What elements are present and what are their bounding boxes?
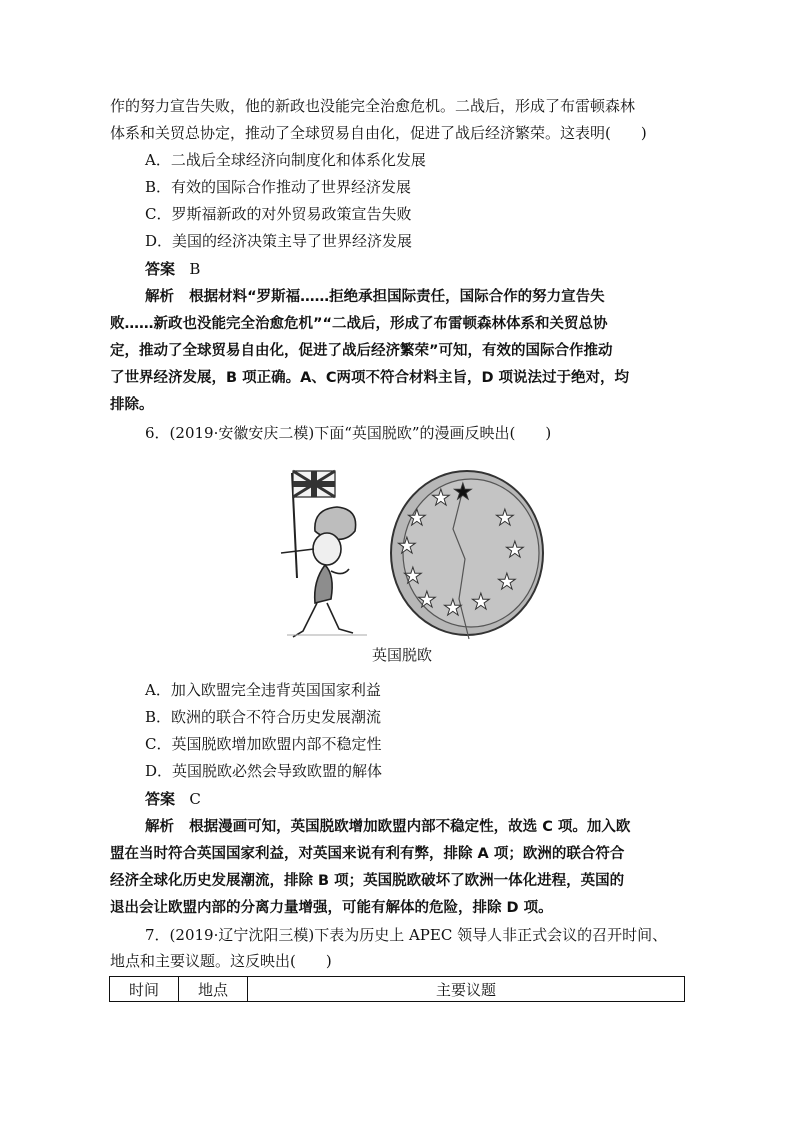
table-header-row xyxy=(110,977,685,1002)
answer-value: B xyxy=(189,260,201,278)
q5-stem-line-1: 作的努力宣告失败，他的新政也没能完全治愈危机。二战后，形成了布雷顿森林 xyxy=(110,97,636,115)
header-time: 时间 xyxy=(110,977,179,1002)
svg-text:★: ★ xyxy=(443,596,463,621)
q5-analysis-line-5: 排除。 xyxy=(110,397,154,413)
q5-analysis-line-4: 了世界经济发展，B 项正确。A、C两项不符合材料主旨，D 项说法过于绝对，均 xyxy=(110,370,630,386)
svg-text:★: ★ xyxy=(397,534,417,559)
analysis-text: 根据材料“罗斯福……拒绝承担国际责任，国际合作的努力宣告失 xyxy=(189,289,605,305)
q7-stem-line-2: 地点和主要议题。这反映出( ) xyxy=(110,952,332,970)
q6-stem: 6．(2019·安徽安庆二模)下面“英国脱欧”的漫画反映出( ) xyxy=(145,424,552,442)
brexit-cartoon-image xyxy=(267,453,547,673)
q6-option-d: D．英国脱欧必然会导致欧盟的解体 xyxy=(145,762,383,780)
svg-text:★: ★ xyxy=(471,590,491,615)
apec-table xyxy=(109,976,685,1002)
q5-stem-line-2: 体系和关贸总协定，推动了全球贸易自由化，促进了战后经济繁荣。这表明( ) xyxy=(110,124,647,142)
cartoon-caption: 英国脱欧 xyxy=(372,646,433,664)
q6-analysis-line-4: 退出会让欧盟内部的分离力量增强，可能有解体的危险，排除 D 项。 xyxy=(110,900,553,916)
q5-option-b: B．有效的国际合作推动了世界经济发展 xyxy=(145,178,412,196)
q6-analysis-line-3: 经济全球化历史发展潮流，排除 B 项；英国脱欧破坏了欧洲一体化进程，英国的 xyxy=(110,873,625,889)
q5-option-d: D．美国的经济决策主导了世界经济发展 xyxy=(145,232,413,250)
q6-option-b: B．欧洲的联合不符合历史发展潮流 xyxy=(145,708,382,726)
svg-text:★: ★ xyxy=(495,506,515,531)
q5-analysis-line-2: 败……新政也没能完全治愈危机”“二战后，形成了布雷顿森林体系和关贸总协 xyxy=(110,316,608,332)
q6-analysis-line-2: 盟在当时符合英国国家利益，对英国来说有利有弊，排除 A 项；欧洲的联合符合 xyxy=(110,846,625,862)
q6-option-c: C．英国脱欧增加欧盟内部不稳定性 xyxy=(145,735,382,753)
answer-label: 答案 xyxy=(145,260,176,278)
q5-analysis-line-3: 定，推动了全球贸易自由化，促进了战后经济繁荣”可知，有效的国际合作推动 xyxy=(110,343,613,359)
header-topic: 主要议题 xyxy=(248,977,685,1002)
q6-option-a: A．加入欧盟完全违背英国国家利益 xyxy=(145,681,381,699)
svg-text:★: ★ xyxy=(407,506,427,531)
answer-value: C xyxy=(189,790,201,808)
svg-text:★: ★ xyxy=(417,588,437,613)
svg-text:★: ★ xyxy=(403,564,423,589)
svg-text:★: ★ xyxy=(505,538,525,563)
analysis-label: 解析 xyxy=(145,289,174,305)
q5-analysis-line-1 xyxy=(145,287,605,307)
svg-text:★: ★ xyxy=(453,480,473,505)
q6-analysis-line-1 xyxy=(145,817,630,837)
analysis-label: 解析 xyxy=(145,819,174,835)
svg-text:★: ★ xyxy=(497,570,517,595)
q5-option-a: A．二战后全球经济向制度化和体系化发展 xyxy=(145,151,426,169)
q5-option-c: C．罗斯福新政的对外贸易政策宣告失败 xyxy=(145,205,412,223)
header-place: 地点 xyxy=(179,977,248,1002)
union-flag-icon xyxy=(293,471,335,497)
answer-label: 答案 xyxy=(145,790,176,808)
q5-answer xyxy=(145,259,200,279)
q6-answer xyxy=(145,789,201,809)
q7-stem-line-1: 7．(2019·辽宁沈阳三模)下表为历史上 APEC 领导人非正式会议的召开时间、 xyxy=(145,926,668,944)
analysis-text: 根据漫画可知，英国脱欧增加欧盟内部不稳定性，故选 C 项。加入欧 xyxy=(189,819,631,835)
svg-text:★: ★ xyxy=(431,486,451,511)
